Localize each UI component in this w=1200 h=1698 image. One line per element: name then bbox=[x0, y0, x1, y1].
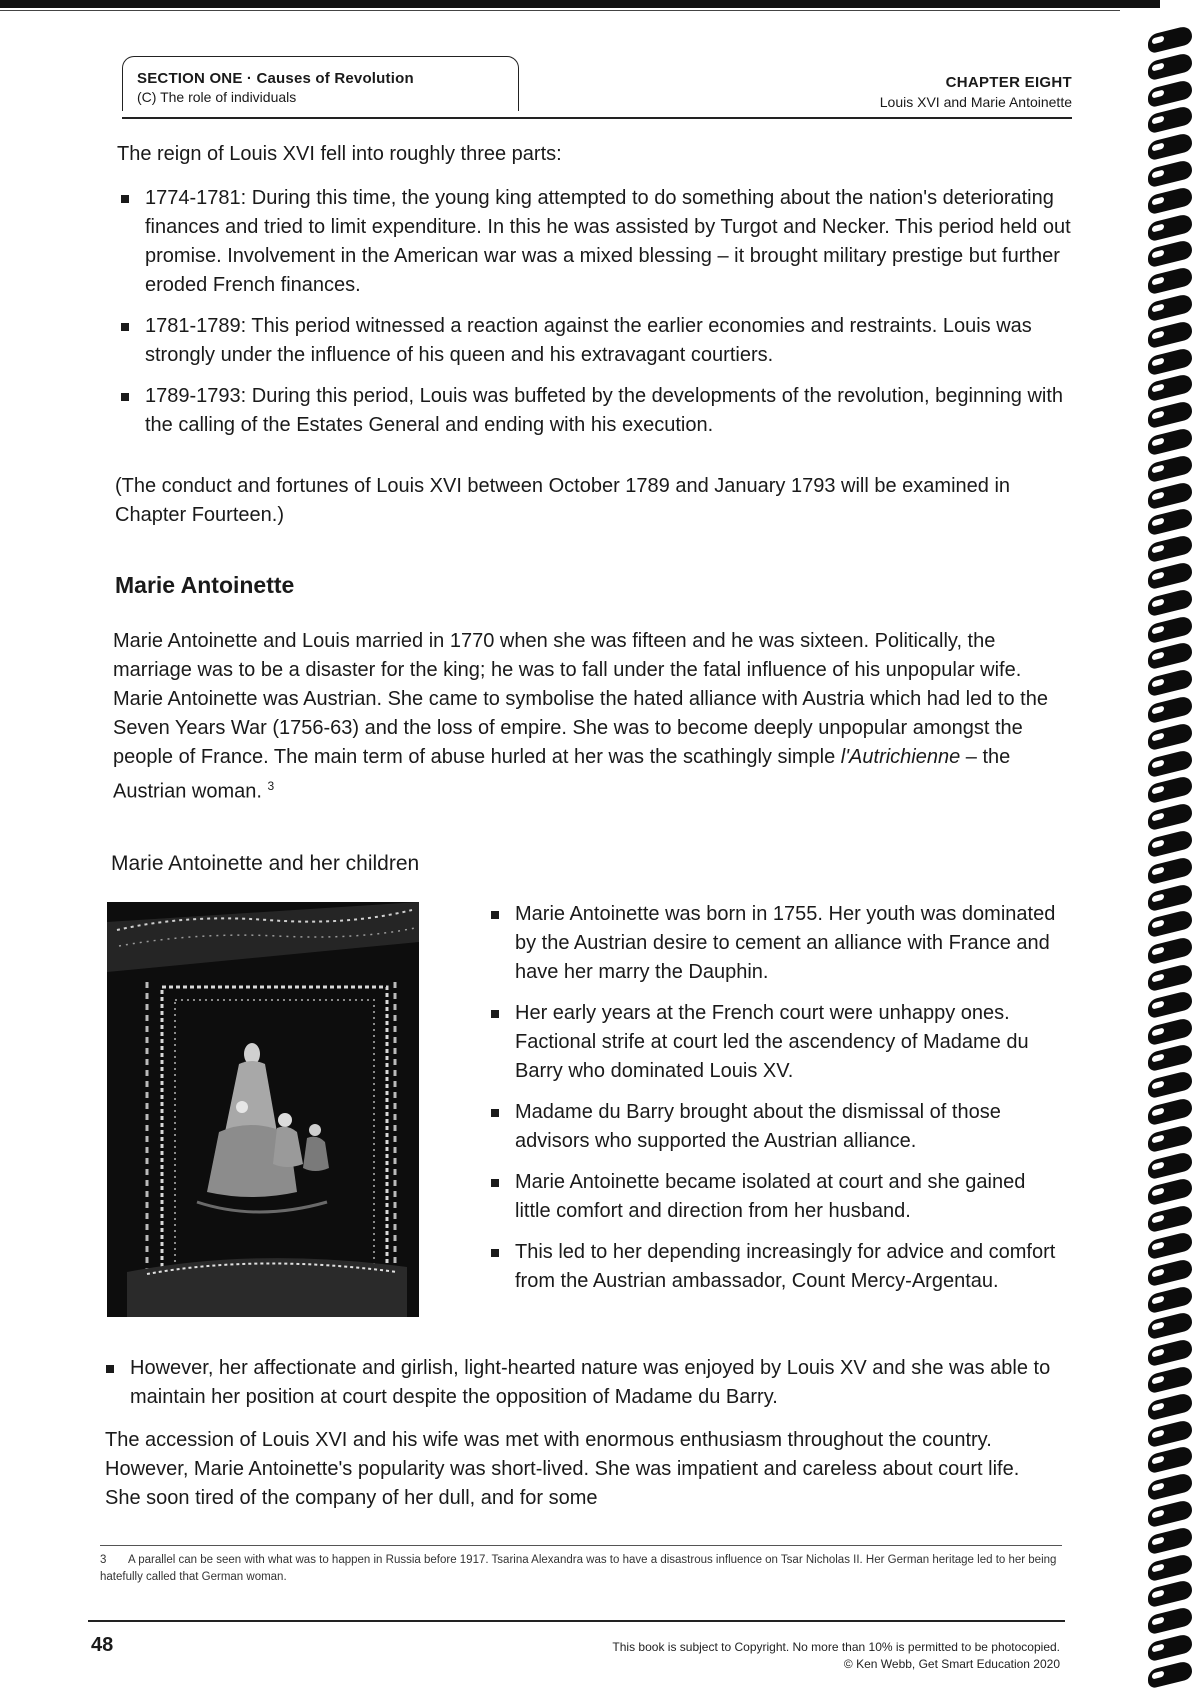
list-item: However, her affectionate and girlish, light-hearted nature was enjoyed by Louis XV and she was able to maintain her position at court despite the opposition of Madame du Barry. bbox=[102, 1354, 1062, 1412]
binding-coil bbox=[1148, 1633, 1192, 1663]
binding-coil bbox=[1148, 25, 1192, 55]
binding-coil bbox=[1148, 1365, 1192, 1395]
reign-intro: The reign of Louis XVI fell into roughly three parts: bbox=[117, 143, 562, 165]
chapter-title: Louis XVI and Marie Antoinette bbox=[879, 94, 1072, 110]
marie-paragraph-start: Marie Antoinette and Louis married in 1770 when she was fifteen and he was sixteen. Politically, the marriage was to be a disaster for the king; he was to fall under the fatal influence of his unpopular wife. Marie Antoinette was Austrian. She came to symbolise the hated alliance with Austria which had led to the Seven Years War (1756-63) and the loss of empire. She was to become deeply unpopular amongst the people of France. The main term of abuse hurled at her was the scathingly simple bbox=[113, 630, 1048, 768]
binding-coil bbox=[1148, 1016, 1192, 1046]
binding-coil bbox=[1148, 266, 1192, 296]
binding-coil bbox=[1148, 1204, 1192, 1234]
binding-coil bbox=[1148, 1123, 1192, 1153]
binding-coil bbox=[1148, 668, 1192, 698]
binding-coil bbox=[1148, 1097, 1192, 1127]
footnote-ref[interactable]: 3 bbox=[267, 779, 275, 793]
binding-coil bbox=[1148, 427, 1192, 457]
binding-coil bbox=[1148, 989, 1192, 1019]
section-title: SECTION ONE · Causes of Revolution bbox=[137, 70, 414, 87]
binding-coil bbox=[1148, 78, 1192, 108]
binding-coil bbox=[1148, 1257, 1192, 1287]
binding-coil bbox=[1148, 507, 1192, 537]
marie-paragraph-italic: l'Autrichienne bbox=[840, 746, 961, 768]
binding-coil bbox=[1148, 51, 1192, 81]
binding-coil bbox=[1148, 802, 1192, 832]
binding-coil bbox=[1148, 400, 1192, 430]
du-barry-bullet bbox=[102, 1354, 1062, 1424]
binding-coil bbox=[1148, 1150, 1192, 1180]
accession-paragraph: The accession of Louis XVI and his wife was met with enormous enthusiasm throughout the country. However, Marie Antoinette's popularity was short-lived. She was impatient and careless about court life. She soon tired of the company of her dull, and for some bbox=[105, 1429, 1020, 1509]
binding-coil bbox=[1148, 561, 1192, 591]
binding-coil bbox=[1148, 587, 1192, 617]
binding-coil bbox=[1148, 1043, 1192, 1073]
binding-coil bbox=[1148, 775, 1192, 805]
header-divider bbox=[122, 117, 1072, 119]
binding-coil bbox=[1148, 453, 1192, 483]
binding-coil bbox=[1148, 936, 1192, 966]
portrait-image bbox=[107, 902, 419, 1317]
binding-coil bbox=[1148, 534, 1192, 564]
binding-coil bbox=[1148, 1579, 1192, 1609]
spiral-binding bbox=[1148, 30, 1200, 1695]
binding-coil bbox=[1148, 293, 1192, 323]
list-item: Madame du Barry brought about the dismissal of those advisors who supported the Austrian alliance. bbox=[487, 1098, 1062, 1156]
children-heading: Marie Antoinette and her children bbox=[111, 852, 420, 875]
binding-coil bbox=[1148, 373, 1192, 403]
copyright-notice bbox=[612, 1639, 1060, 1673]
list-item: 1781-1789: This period witnessed a reaction against the earlier economies and restraints. Louis was strongly under the influence of his queen and his extravagant courtiers. bbox=[117, 312, 1077, 370]
binding-coil bbox=[1148, 829, 1192, 859]
binding-coil bbox=[1148, 1311, 1192, 1341]
binding-coil bbox=[1148, 641, 1192, 671]
binding-coil bbox=[1148, 1391, 1192, 1421]
binding-coil bbox=[1148, 1659, 1192, 1689]
marie-paragraph bbox=[113, 627, 1068, 807]
list-item: 1789-1793: During this period, Louis was buffeted by the developments of the revolution, beginning with the calling of the Estates General and ending with his execution. bbox=[117, 382, 1077, 440]
chapter-label: CHAPTER EIGHT bbox=[945, 74, 1072, 91]
list-item: Her early years at the French court were unhappy ones. Factional strife at court led the ascendency of Madame du Barry who dominated Louis XV. bbox=[487, 999, 1062, 1086]
binding-coil bbox=[1148, 319, 1192, 349]
page-number: 48 bbox=[91, 1634, 114, 1656]
binding-coil bbox=[1148, 1499, 1192, 1529]
binding-coil bbox=[1148, 1472, 1192, 1502]
binding-coil bbox=[1148, 721, 1192, 751]
footnote-text: A parallel can be seen with what was to happen in Russia before 1917. Tsarina Alexandra was to have a disastrous influence on Tsar Nicholas II. Her German heritage led to her being hatefully called that German woman. bbox=[100, 1554, 1057, 1583]
binding-coil bbox=[1148, 1284, 1192, 1314]
top-scan-edge-thin bbox=[0, 10, 1120, 11]
portrait-painting bbox=[107, 902, 419, 1317]
binding-coil bbox=[1148, 1552, 1192, 1582]
children-bullet-list bbox=[487, 900, 1062, 1308]
binding-coil bbox=[1148, 185, 1192, 215]
marie-paragraph-end: – the Austrian woman. bbox=[113, 746, 1011, 803]
binding-coil bbox=[1148, 909, 1192, 939]
list-item: This led to her depending increasingly for advice and comfort from the Austrian ambassador, Count Mercy-Argentau. bbox=[487, 1238, 1062, 1296]
list-item: Marie Antoinette became isolated at court and she gained little comfort and direction from her husband. bbox=[487, 1168, 1062, 1226]
binding-coil bbox=[1148, 1070, 1192, 1100]
binding-coil bbox=[1148, 239, 1192, 269]
binding-coil bbox=[1148, 1525, 1192, 1555]
binding-coil bbox=[1148, 695, 1192, 725]
section-subtitle: (C) The role of individuals bbox=[137, 89, 297, 105]
binding-coil bbox=[1148, 132, 1192, 162]
binding-coil bbox=[1148, 1606, 1192, 1636]
list-item: Marie Antoinette was born in 1755. Her youth was dominated by the Austrian desire to cement an alliance with France and have her marry the Dauphin. bbox=[487, 900, 1062, 987]
binding-coil bbox=[1148, 105, 1192, 135]
binding-coil bbox=[1148, 1338, 1192, 1368]
footnote bbox=[100, 1552, 1060, 1586]
binding-coil bbox=[1148, 212, 1192, 242]
footnote-divider bbox=[100, 1545, 1062, 1546]
footer-divider bbox=[88, 1620, 1065, 1622]
binding-coil bbox=[1148, 1231, 1192, 1261]
list-item: 1774-1781: During this time, the young king attempted to do something about the nation's deteriorating finances and tried to limit expenditure. In this he was assisted by Turgot and Necker. This period held out promise. Involvement in the American war was a mixed blessing – it brought military prestige but further eroded French finances. bbox=[117, 184, 1077, 300]
binding-coil bbox=[1148, 1418, 1192, 1448]
binding-coil bbox=[1148, 480, 1192, 510]
copyright-line-2: © Ken Webb, Get Smart Education 2020 bbox=[843, 1657, 1060, 1671]
reign-note: (The conduct and fortunes of Louis XVI between October 1789 and January 1793 will be examined in Chapter Fourteen.) bbox=[115, 475, 1011, 526]
marie-heading: Marie Antoinette bbox=[115, 572, 295, 598]
binding-coil bbox=[1148, 346, 1192, 376]
binding-coil bbox=[1148, 963, 1192, 993]
binding-coil bbox=[1148, 159, 1192, 189]
binding-coil bbox=[1148, 1177, 1192, 1207]
top-scan-edge bbox=[0, 0, 1160, 8]
binding-coil bbox=[1148, 882, 1192, 912]
binding-coil bbox=[1148, 614, 1192, 644]
footnote-number: 3 bbox=[100, 1554, 107, 1566]
binding-coil bbox=[1148, 855, 1192, 885]
binding-coil bbox=[1148, 748, 1192, 778]
reign-parts-list bbox=[117, 184, 1077, 452]
copyright-line-1: This book is subject to Copyright. No more than 10% is permitted to be photocopied. bbox=[612, 1640, 1060, 1654]
binding-coil bbox=[1148, 1445, 1192, 1475]
